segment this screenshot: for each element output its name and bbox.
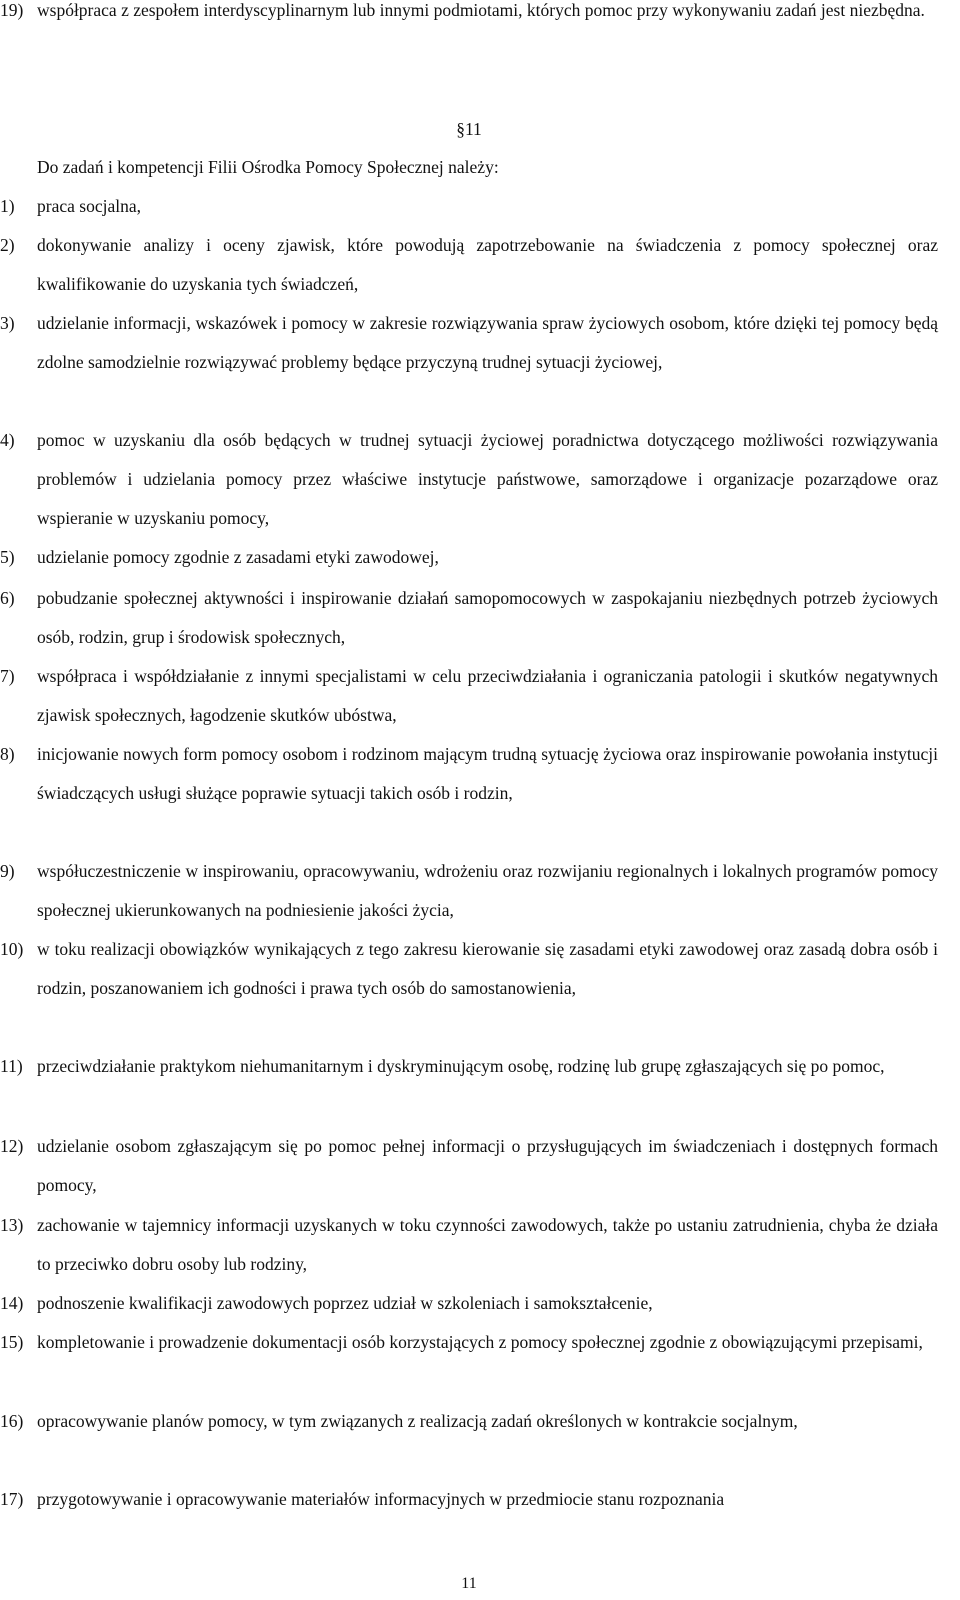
list-item-number: 11) — [0, 1056, 23, 1076]
list-item-text: współuczestniczenie w inspirowaniu, opracowywaniu, wdrożeniu oraz rozwijaniu regionalnych i lokalnych programów pomocy społecznej ukierunkowanych na podniesienie jakości życia, — [37, 861, 938, 920]
list-item-number: 16) — [0, 1411, 24, 1431]
list-item-number: 7) — [0, 666, 15, 686]
list-item-8 — [0, 735, 938, 813]
list-item-number: 12) — [0, 1136, 24, 1156]
list-item-1 — [0, 187, 938, 226]
section-heading: §11 — [456, 119, 482, 139]
list-item-number: 13) — [0, 1215, 24, 1235]
list-item-number: 19) — [0, 0, 24, 20]
list-item-6 — [0, 579, 938, 657]
list-item-19 — [0, 0, 938, 30]
list-item-7 — [0, 657, 938, 735]
list-item-number: 1) — [0, 196, 15, 216]
list-item-12 — [0, 1127, 938, 1205]
list-item-text: podnoszenie kwalifikacji zawodowych poprzez udział w szkoleniach i samokształcenie, — [37, 1293, 653, 1313]
list-item-number: 8) — [0, 744, 15, 764]
list-item-9 — [0, 852, 938, 930]
list-item-10 — [0, 930, 938, 1008]
list-item-16 — [0, 1402, 938, 1441]
list-item-number: 6) — [0, 588, 15, 608]
list-item-4 — [0, 421, 938, 538]
list-item-text: udzielanie osobom zgłaszającym się po pomoc pełnej informacji o przysługujących im świadczeniach i dostępnych formach pomocy, — [37, 1136, 938, 1195]
list-item-number: 2) — [0, 235, 15, 255]
list-item-number: 4) — [0, 430, 15, 450]
list-item-text: zachowanie w tajemnicy informacji uzyskanych w toku czynności zawodowych, także po ustaniu zatrudnienia, chyba że działa to przeciwko dobru osoby lub rodziny, — [37, 1215, 938, 1274]
list-item-text: praca socjalna, — [37, 196, 141, 216]
list-item-number: 5) — [0, 547, 15, 567]
list-item-number: 15) — [0, 1332, 24, 1352]
list-item-text: współpraca z zespołem interdyscyplinarnym lub innymi podmiotami, których pomoc przy wykonywaniu zadań jest niezbędna. — [37, 0, 925, 20]
list-item-17 — [0, 1480, 938, 1519]
list-item-number: 17) — [0, 1489, 24, 1509]
list-item-3 — [0, 304, 938, 382]
list-item-13 — [0, 1206, 938, 1284]
list-item-number: 14) — [0, 1293, 24, 1313]
list-item-15 — [0, 1323, 938, 1362]
list-item-number: 10) — [0, 939, 24, 959]
list-item-text: w toku realizacji obowiązków wynikających z tego zakresu kierowanie się zasadami etyki zawodowej oraz zasadą dobra osób i rodzin, poszanowaniem ich godności i prawa tych osób do samostanowienia, — [37, 939, 938, 998]
list-item-5 — [0, 538, 938, 577]
page-number: 11 — [461, 1575, 477, 1592]
list-item-text: pobudzanie społecznej aktywności i inspirowanie działań samopomocowych w zaspokajaniu niezbędnych potrzeb życiowych osób, rodzin, grup i środowisk społecznych, — [37, 588, 938, 647]
list-item-text: udzielanie pomocy zgodnie z zasadami etyki zawodowej, — [37, 547, 439, 567]
list-item-text: przeciwdziałanie praktykom niehumanitarnym i dyskryminującym osobę, rodzinę lub grupę zgłaszających się po pomoc, — [37, 1056, 885, 1076]
list-item-11 — [0, 1047, 938, 1086]
section-intro: Do zadań i kompetencji Filii Ośrodka Pomocy Społecznej należy: — [37, 157, 499, 177]
list-item-14 — [0, 1284, 938, 1323]
list-item-text: kompletowanie i prowadzenie dokumentacji osób korzystających z pomocy społecznej zgodnie z obowiązującymi przepisami, — [37, 1332, 923, 1352]
list-item-2 — [0, 226, 938, 304]
list-item-text: udzielanie informacji, wskazówek i pomocy w zakresie rozwiązywania spraw życiowych osobom, które dzięki tej pomocy będą zdolne samodzielnie rozwiązywać problemy będące przyczyną trudnej sytuacji życiowej, — [37, 313, 938, 372]
list-item-text: dokonywanie analizy i oceny zjawisk, które powodują zapotrzebowanie na świadczenia z pomocy społecznej oraz kwalifikowanie do uzyskania tych świadczeń, — [37, 235, 938, 294]
list-item-text: opracowywanie planów pomocy, w tym związanych z realizacją zadań określonych w kontrakcie socjalnym, — [37, 1411, 798, 1431]
list-item-number: 9) — [0, 861, 15, 881]
list-item-text: pomoc w uzyskaniu dla osób będących w trudnej sytuacji życiowej poradnictwa dotyczącego możliwości rozwiązywania problemów i udzielania pomocy przez właściwe instytucje państwowe, samorządowe i organizacje pozarządowe oraz wspieranie w uzyskaniu pomocy, — [37, 430, 938, 528]
list-item-text: współpraca i współdziałanie z innymi specjalistami w celu przeciwdziałania i ograniczania patologii i skutków negatywnych zjawisk społecznych, łagodzenie skutków ubóstwa, — [37, 666, 938, 725]
list-item-number: 3) — [0, 313, 15, 333]
list-item-text: inicjowanie nowych form pomocy osobom i rodzinom mającym trudną sytuację życiowa oraz inspirowanie powołania instytucji świadczących usługi służące poprawie sytuacji takich osób i rodzin, — [37, 744, 938, 803]
list-item-text: przygotowywanie i opracowywanie materiałów informacyjnych w przedmiocie stanu rozpoznania — [37, 1489, 725, 1509]
